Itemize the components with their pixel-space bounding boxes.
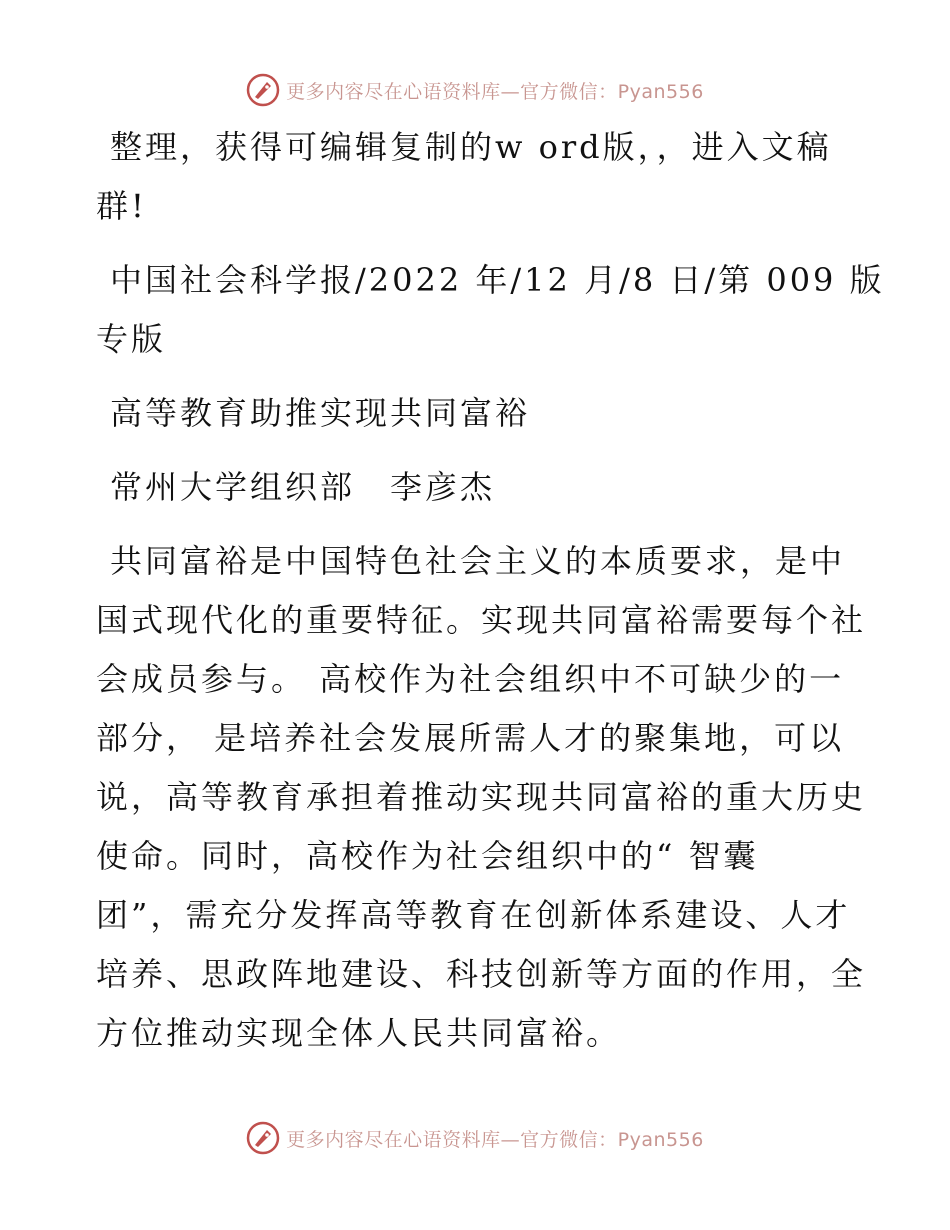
footer-watermark-banner — [0, 1118, 950, 1158]
intro-line: 整理，获得可编辑复制的w ord版，，进入文稿 — [110, 128, 832, 166]
paragraph-line: 使命。同时，高校作为社会组织中的“ 智囊 — [96, 837, 759, 875]
article-author: 常州大学组织部 李彦杰 — [110, 468, 496, 506]
paragraph-line: 方位推动实现全体人民共同富裕。 — [96, 1014, 622, 1052]
pen-nib-icon — [246, 1121, 280, 1155]
source-line: 专版 — [96, 320, 167, 358]
paragraph-line: 培养、思政阵地建设、科技创新等方面的作用，全 — [96, 955, 867, 993]
watermark-text: 更多内容尽在心语资料库—官方微信：Pyan556 — [286, 1128, 704, 1151]
intro-line: 群! — [96, 187, 147, 225]
pen-nib-icon — [246, 73, 280, 107]
paragraph-line: 共同富裕是中国特色社会主义的本质要求，是中 — [110, 542, 846, 580]
header-watermark-banner — [0, 70, 950, 110]
paragraph-line: 会成员参与。 高校作为社会组织中不可缺少的一 — [96, 660, 845, 698]
paragraph-line: 部分， 是培养社会发展所需人才的聚集地，可以 — [96, 719, 845, 757]
watermark-text: 更多内容尽在心语资料库—官方微信：Pyan556 — [286, 80, 704, 103]
document-body — [96, 118, 885, 1063]
paragraph-line: 说，高等教育承担着推动实现共同富裕的重大历史 — [96, 778, 867, 816]
paragraph-line: 团”，需充分发挥高等教育在创新体系建设、人才 — [96, 896, 851, 934]
source-line: 中国社会科学报/2022 年/12 月/8 日/第 009 版 — [110, 261, 885, 299]
paragraph-line: 国式现代化的重要特征。实现共同富裕需要每个社 — [96, 601, 867, 639]
article-title: 高等教育助推实现共同富裕 — [110, 394, 531, 432]
